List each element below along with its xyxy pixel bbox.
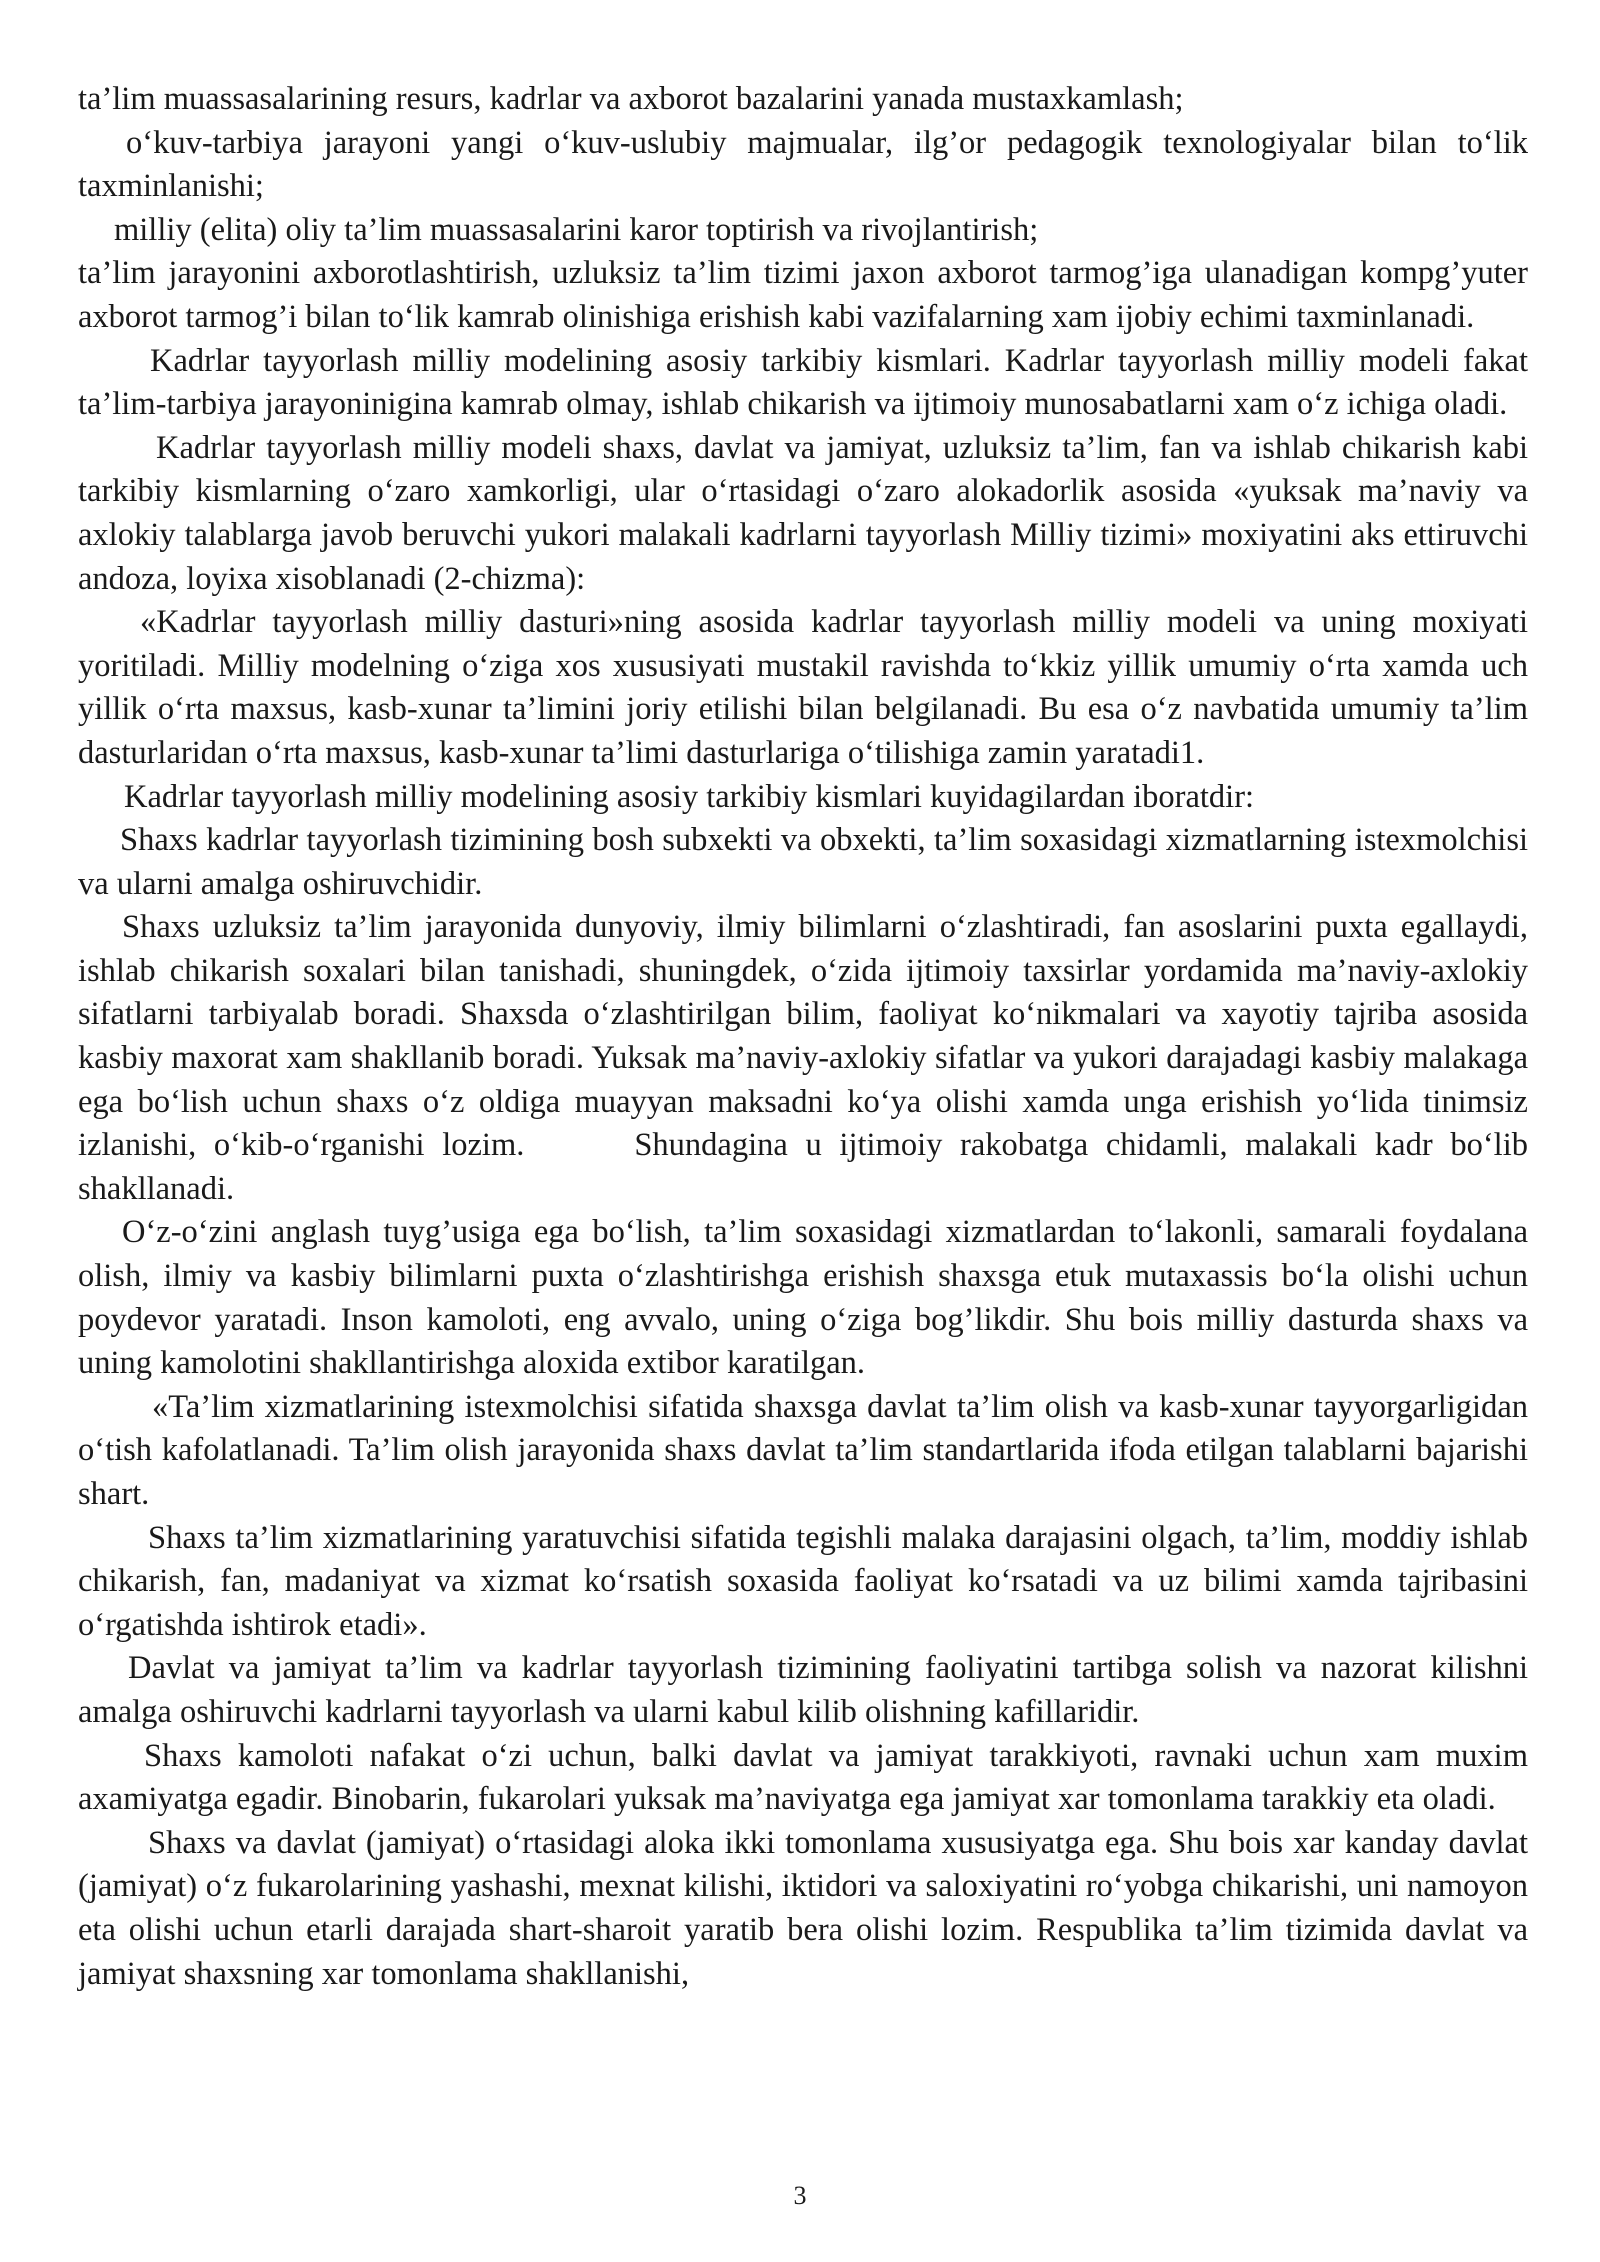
paragraph-10-main: Shaxs uzluksiz ta’lim jarayonida dunyoviy, ilmiy bilimlarni o‘zlashtiradi, fan asoslarini puxta egallaydi, ishlab chikarish soxalari bilan tanishadi, shuningdek, o‘zida ijtimoiy taxsirlar yordamida ma’naviy-axlokiy sifatlarni tarbiyalab boradi. Shaxsda o‘zlashtirilgan bilim, faoliyat ko‘nikmalari va xayotiy tajriba asosida kasbiy maxorat xam shakllanib boradi. Yuksak ma’naviy-axlokiy sifatlar va yukori darajadagi kasbiy malakaga ega bo‘lish uchun shaxs o‘z oldiga muayyan maksadni ko‘ya olishi xamda unga erishish yo‘lida tinimsiz izlanishi, o‘kib-o‘rganishi lozim.	[78, 909, 1528, 1164]
paragraph-5: Kadrlar tayyorlash milliy modelining asosiy tarkibiy kismlari. Kadrlar tayyorlash milliy modeli fakat ta’lim-tarbiya jarayoninigina kamrab olmay, ishlab chikarish va ijtimoiy munosabatlarni xam o‘z ichiga oladi.	[78, 342, 1528, 423]
paragraph-8: Kadrlar tayyorlash milliy modelining asosiy tarkibiy kismlari kuyidagilardan iboratdir:	[124, 778, 1255, 815]
paragraph-9: Shaxs kadrlar tayyorlash tizimining bosh subxekti va obxekti, ta’lim soxasidagi xizmatlarning istexmolchisi va ularni amalga oshiruvchidir.	[78, 822, 1528, 902]
document-body	[78, 78, 1528, 1996]
paragraph-15: Shaxs kamoloti nafakat o‘zi uchun, balki davlat va jamiyat tarakkiyoti, ravnaki uchun xam muxim axamiyatga egadir. Binobarin, fukarolari yuksak ma’naviyatga ega jamiyat xar tomonlama tarakkiy eta oladi.	[78, 1737, 1528, 1818]
paragraph-2: o‘kuv-tarbiya jarayoni yangi o‘kuv-uslubiy majmualar, ilg’or pedagogik texnologiyalar bilan to‘lik taxminlanishi;	[78, 124, 1528, 205]
paragraph-3: milliy (elita) oliy ta’lim muassasalarini karor toptirish va rivojlantirish;	[114, 211, 1039, 248]
paragraph-7: «Kadrlar tayyorlash milliy dasturi»ning asosida kadrlar tayyorlash milliy modeli va uning moxiyati yoritiladi. Milliy modelning o‘ziga xos xususiyati mustakil ravishda to‘kkiz yillik umumiy o‘rta xamda uch yillik o‘rta maxsus, kasb-xunar ta’limini joriy etilishi bilan belgilanadi. Bu esa o‘z navbatida umumiy ta’lim dasturlaridan o‘rta maxsus, kasb-xunar ta’limi dasturlariga o‘tilishiga zamin yaratadi1.	[78, 604, 1528, 771]
paragraph-14: Davlat va jamiyat ta’lim va kadrlar tayyorlash tizimining faoliyatini tartibga solish va nazorat kilishni amalga oshiruvchi kadrlarni tayyorlash va ularni kabul kilib olishning kafillaridir.	[78, 1650, 1528, 1730]
paragraph-13: Shaxs ta’lim xizmatlarining yaratuvchisi sifatida tegishli malaka darajasini olgach, ta’lim, moddiy ishlab chikarish, fan, madaniyat va xizmat ko‘rsatish soxasida faoliyat ko‘rsatadi va uz bilimi xamda tajribasini o‘rgatishda ishtirok etadi».	[78, 1519, 1528, 1643]
paragraph-10	[78, 906, 1528, 1211]
page-number: 3	[793, 2181, 807, 2210]
paragraph-6: Kadrlar tayyorlash milliy modeli shaxs, davlat va jamiyat, uzluksiz ta’lim, fan va ishlab chikarish kabi tarkibiy kismlarning o‘zaro xamkorligi, ular o‘rtasidagi o‘zaro alokadorlik asosida «yuksak ma’naviy va axlokiy talablarga javob beruvchi yukori malakali kadrlarni tayyorlash Milliy tizimi» moxiyatini aks ettiruvchi andoza, loyixa xisoblanadi (2-chizma):	[78, 429, 1528, 597]
paragraph-16: Shaxs va davlat (jamiyat) o‘rtasidagi aloka ikki tomonlama xususiyatga ega. Shu bois xar kanday davlat (jamiyat) o‘z fukarolarining yashashi, mexnat kilishi, iktidori va saloxiyatini ro‘yobga chikarishi, uni namoyon eta olishi uchun etarli darajada shart-sharoit yaratib bera olishi lozim. Respublika ta’lim tizimida davlat va jamiyat shaxsning xar tomonlama shakllanishi,	[78, 1824, 1528, 1992]
paragraph-10-tail: Shundagina u ijtimoiy rakobatga chidamli, malakali kadr bo‘lib shakllanadi.	[78, 1127, 1528, 1207]
paragraph-4: ta’lim jarayonini axborotlashtirish, uzluksiz ta’lim tizimi jaxon axborot tarmog’iga ulanadigan kompg’yuter axborot tarmog’i bilan to‘lik kamrab olinishiga erishish kabi vazifalarning xam ijobiy echimi taxminlanadi.	[78, 255, 1528, 335]
paragraph-12: «Ta’lim xizmatlarining istexmolchisi sifatida shaxsga davlat ta’lim olish va kasb-xunar tayyorgarligidan o‘tish kafolatlanadi. Ta’lim olish jarayonida shaxs davlat ta’lim standartlarida ifoda etilgan talablarni bajarishi shart.	[78, 1388, 1528, 1512]
paragraph-1: ta’lim muassasalarining resurs, kadrlar va axborot bazalarini yanada mustaxkamlash;	[78, 81, 1184, 117]
paragraph-11: O‘z-o‘zini anglash tuyg’usiga ega bo‘lish, ta’lim soxasidagi xizmatlardan to‘lakonli, samarali foydalana olish, ilmiy va kasbiy bilimlarni puxta o‘zlashtirishga erishish shaxsga etuk mutaxassis bo‘la olishi uchun poydevor yaratadi. Inson kamoloti, eng avvalo, uning o‘ziga bog’likdir. Shu bois milliy dasturda shaxs va uning kamolotini shakllantirishga aloxida extibor karatilgan.	[78, 1214, 1528, 1382]
